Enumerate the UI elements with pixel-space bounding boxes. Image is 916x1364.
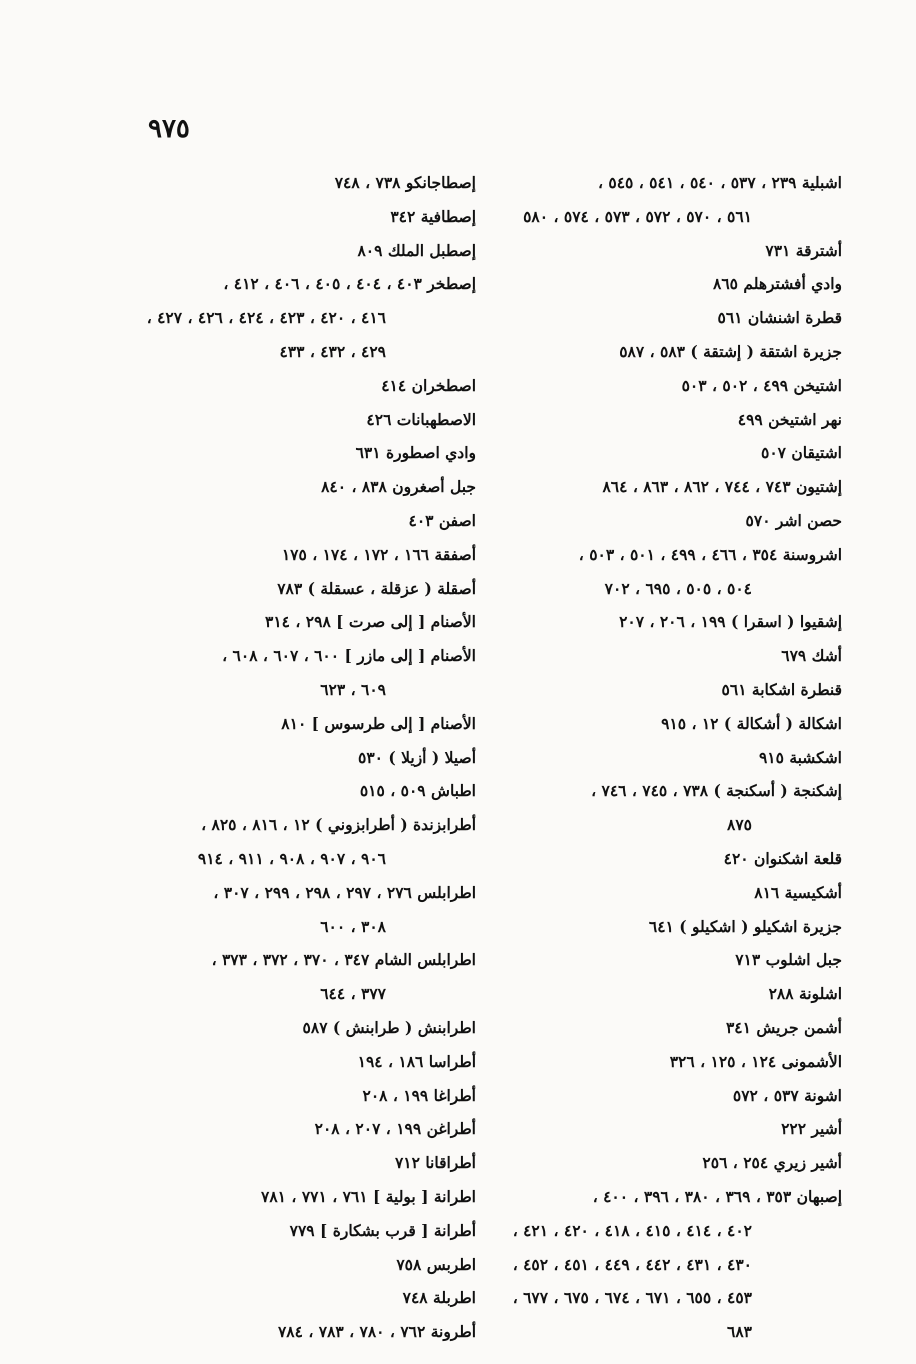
index-entry: أشترقة ٧٣١ [765, 240, 842, 260]
index-entry-continuation: ٨٧٥ [727, 815, 752, 835]
index-entry: أشير ٢٢٢ [781, 1119, 842, 1139]
index-entry: الأصنام [ إلى مازر ] ٦٠٠ ، ٦٠٧ ، ٦٠٨ ، [222, 646, 476, 666]
index-entry: حصن اشر ٥٧٠ [745, 510, 842, 530]
index-entry-continuation: ٤٥٣ ، ٦٥٥ ، ٦٧١ ، ٦٧٤ ، ٦٧٥ ، ٦٧٧ ، [512, 1288, 752, 1308]
index-entry: اطباش ٥٠٩ ، ٥١٥ [359, 781, 476, 801]
index-entry: اشكشبة ٩١٥ [758, 747, 842, 767]
index-entry: أطرونة ٧٦٢ ، ٧٨٠ ، ٧٨٣ ، ٧٨٤ [277, 1322, 476, 1342]
index-entry: اصطخران ٤١٤ [381, 375, 476, 395]
index-entry-continuation: ٣٧٧ ، ٦٤٤ [320, 984, 386, 1004]
index-entry-continuation: ٤٢٩ ، ٤٣٢ ، ٤٣٣ [279, 341, 386, 361]
index-entry: إصطبل الملك ٨٠٩ [357, 240, 476, 260]
index-entry: جبل أصغرون ٨٣٨ ، ٨٤٠ [321, 477, 476, 497]
index-entry: اشروسنة ٣٥٤ ، ٤٦٦ ، ٤٩٩ ، ٥٠١ ، ٥٠٣ ، [578, 544, 842, 564]
index-entry: إصطخر ٤٠٣ ، ٤٠٤ ، ٤٠٥ ، ٤٠٦ ، ٤١٢ ، [223, 274, 476, 294]
index-entry: أصيلا ( أزيلا ) ٥٣٠ [358, 747, 476, 767]
index-entry: اطرانة [ بولية ] ٧٦١ ، ٧٧١ ، ٧٨١ [261, 1186, 476, 1206]
index-column-right [512, 166, 842, 1349]
index-entry: أطراغا ١٩٩ ، ٢٠٨ [362, 1085, 476, 1105]
index-entry: الاصطهبانات ٤٢٦ [366, 409, 476, 429]
index-entry: أشير زيري ٢٥٤ ، ٢٥٦ [702, 1153, 842, 1173]
index-entry: إشتيون ٧٤٣ ، ٧٤٤ ، ٨٦٢ ، ٨٦٣ ، ٨٦٤ [602, 477, 842, 497]
index-entry: أشكيسية ٨١٦ [754, 882, 842, 902]
index-entry: اشتيقان ٥٠٧ [761, 443, 842, 463]
index-entry: جبل اشلوب ٧١٣ [735, 950, 842, 970]
index-entry: أطراسا ١٨٦ ، ١٩٤ [357, 1051, 476, 1071]
index-entry: اطربس ٧٥٨ [396, 1254, 476, 1274]
index-entry: قنطرة اشكابة ٥٦١ [721, 679, 842, 699]
index-entry-continuation: ٤٠٢ ، ٤١٤ ، ٤١٥ ، ٤١٨ ، ٤٢٠ ، ٤٢١ ، [512, 1220, 752, 1240]
index-entry: أصقلة ( عزقلة ، عسقلة ) ٧٨٣ [277, 578, 476, 598]
index-entry-continuation: ٣٠٨ ، ٦٠٠ [320, 916, 386, 936]
index-entry-continuation: ٦٠٩ ، ٦٢٣ [320, 679, 386, 699]
index-entry: إشكنجة ( أسكنجة ) ٧٣٨ ، ٧٤٥ ، ٧٤٦ ، [591, 781, 842, 801]
index-entry: الأصنام [ إلى صرت ] ٢٩٨ ، ٣١٤ [265, 612, 476, 632]
index-entry: جزيرة اشتقة ( إشتقة ) ٥٨٣ ، ٥٨٧ [619, 341, 842, 361]
index-entry: نهر اشتيخن ٤٩٩ [737, 409, 842, 429]
index-entry: إصطافية ٣٤٢ [390, 206, 476, 226]
index-entry: وادي اصطورة ٦٣١ [355, 443, 476, 463]
index-entry: اطرابنش ( طرابنش ) ٥٨٧ [302, 1017, 476, 1037]
index-entry: إشقيوا ( اسقرا ) ١٩٩ ، ٢٠٦ ، ٢٠٧ [619, 612, 842, 632]
index-entry: اشتيخن ٤٩٩ ، ٥٠٢ ، ٥٠٣ [681, 375, 842, 395]
index-entry: قلعة اشكنوان ٤٢٠ [723, 848, 842, 868]
index-entry: أطرابزندة ( أطرابزوني ) ١٢ ، ٨١٦ ، ٨٢٥ ، [201, 815, 476, 835]
index-entry: اطرابلس الشام ٣٤٧ ، ٣٧٠ ، ٣٧٢ ، ٣٧٣ ، [211, 950, 476, 970]
index-entry: إصطاجانكو ٧٣٨ ، ٧٤٨ [334, 173, 476, 192]
index-entry: اشبلية ٢٣٩ ، ٥٣٧ ، ٥٤٠ ، ٥٤١ ، ٥٤٥ ، [597, 173, 842, 192]
index-entry: اشكالة ( أشكالة ) ١٢ ، ٩١٥ [661, 713, 842, 733]
index-entry: اطرابلس ٢٧٦ ، ٢٩٧ ، ٢٩٨ ، ٢٩٩ ، ٣٠٧ ، [213, 882, 476, 902]
index-entry: اطربلة ٧٤٨ [402, 1288, 476, 1308]
index-entry: إصبهان ٣٥٣ ، ٣٦٩ ، ٣٨٠ ، ٣٩٦ ، ٤٠٠ ، [592, 1186, 842, 1206]
index-entry: أطراقانا ٧١٢ [394, 1153, 476, 1173]
index-entry-continuation: ٩٠٦ ، ٩٠٧ ، ٩٠٨ ، ٩١١ ، ٩١٤ [197, 848, 386, 868]
index-entry: أشمن جريش ٣٤١ [725, 1017, 842, 1037]
page-number: ٩٧٥ [148, 114, 190, 144]
index-entry: اصفن ٤٠٣ [408, 510, 476, 530]
index-entry: أطرانة [ قرب بشكارة ] ٧٧٩ [289, 1220, 476, 1240]
index-entry-continuation: ٤١٦ ، ٤٢٠ ، ٤٢٣ ، ٤٢٤ ، ٤٢٦ ، ٤٢٧ ، [146, 308, 386, 328]
index-entry: قطرة اشنشان ٥٦١ [717, 308, 842, 328]
index-entry-continuation: ٥٦١ ، ٥٧٠ ، ٥٧٢ ، ٥٧٣ ، ٥٧٤ ، ٥٨٠ [523, 206, 752, 226]
index-entry-continuation: ٥٠٤ ، ٥٠٥ ، ٦٩٥ ، ٧٠٢ [604, 578, 752, 598]
index-entry: وادي أفشترهلم ٨٦٥ [713, 274, 842, 294]
index-entry: الأصنام [ إلى طرسوس ] ٨١٠ [281, 713, 476, 733]
index-entry: اشونة ٥٣٧ ، ٥٧٢ [732, 1085, 842, 1105]
index-entry: الأشمونى ١٢٤ ، ١٢٥ ، ٣٢٦ [669, 1051, 842, 1071]
index-entry: أصفقة ١٦٦ ، ١٧٢ ، ١٧٤ ، ١٧٥ [281, 544, 476, 564]
index-entry: اشلونة ٢٨٨ [768, 984, 842, 1004]
index-column-left [146, 166, 476, 1349]
index-entry-continuation: ٦٨٣ [727, 1322, 752, 1342]
index-entry: أطراغن ١٩٩ ، ٢٠٧ ، ٢٠٨ [314, 1119, 476, 1139]
index-entry-continuation: ٤٣٠ ، ٤٣١ ، ٤٤٢ ، ٤٤٩ ، ٤٥١ ، ٤٥٢ ، [512, 1254, 752, 1274]
index-entry: أشك ٦٧٩ [781, 646, 842, 666]
index-entry: جزيرة اشكيلو ( اشكيلو ) ٦٤١ [648, 916, 842, 936]
